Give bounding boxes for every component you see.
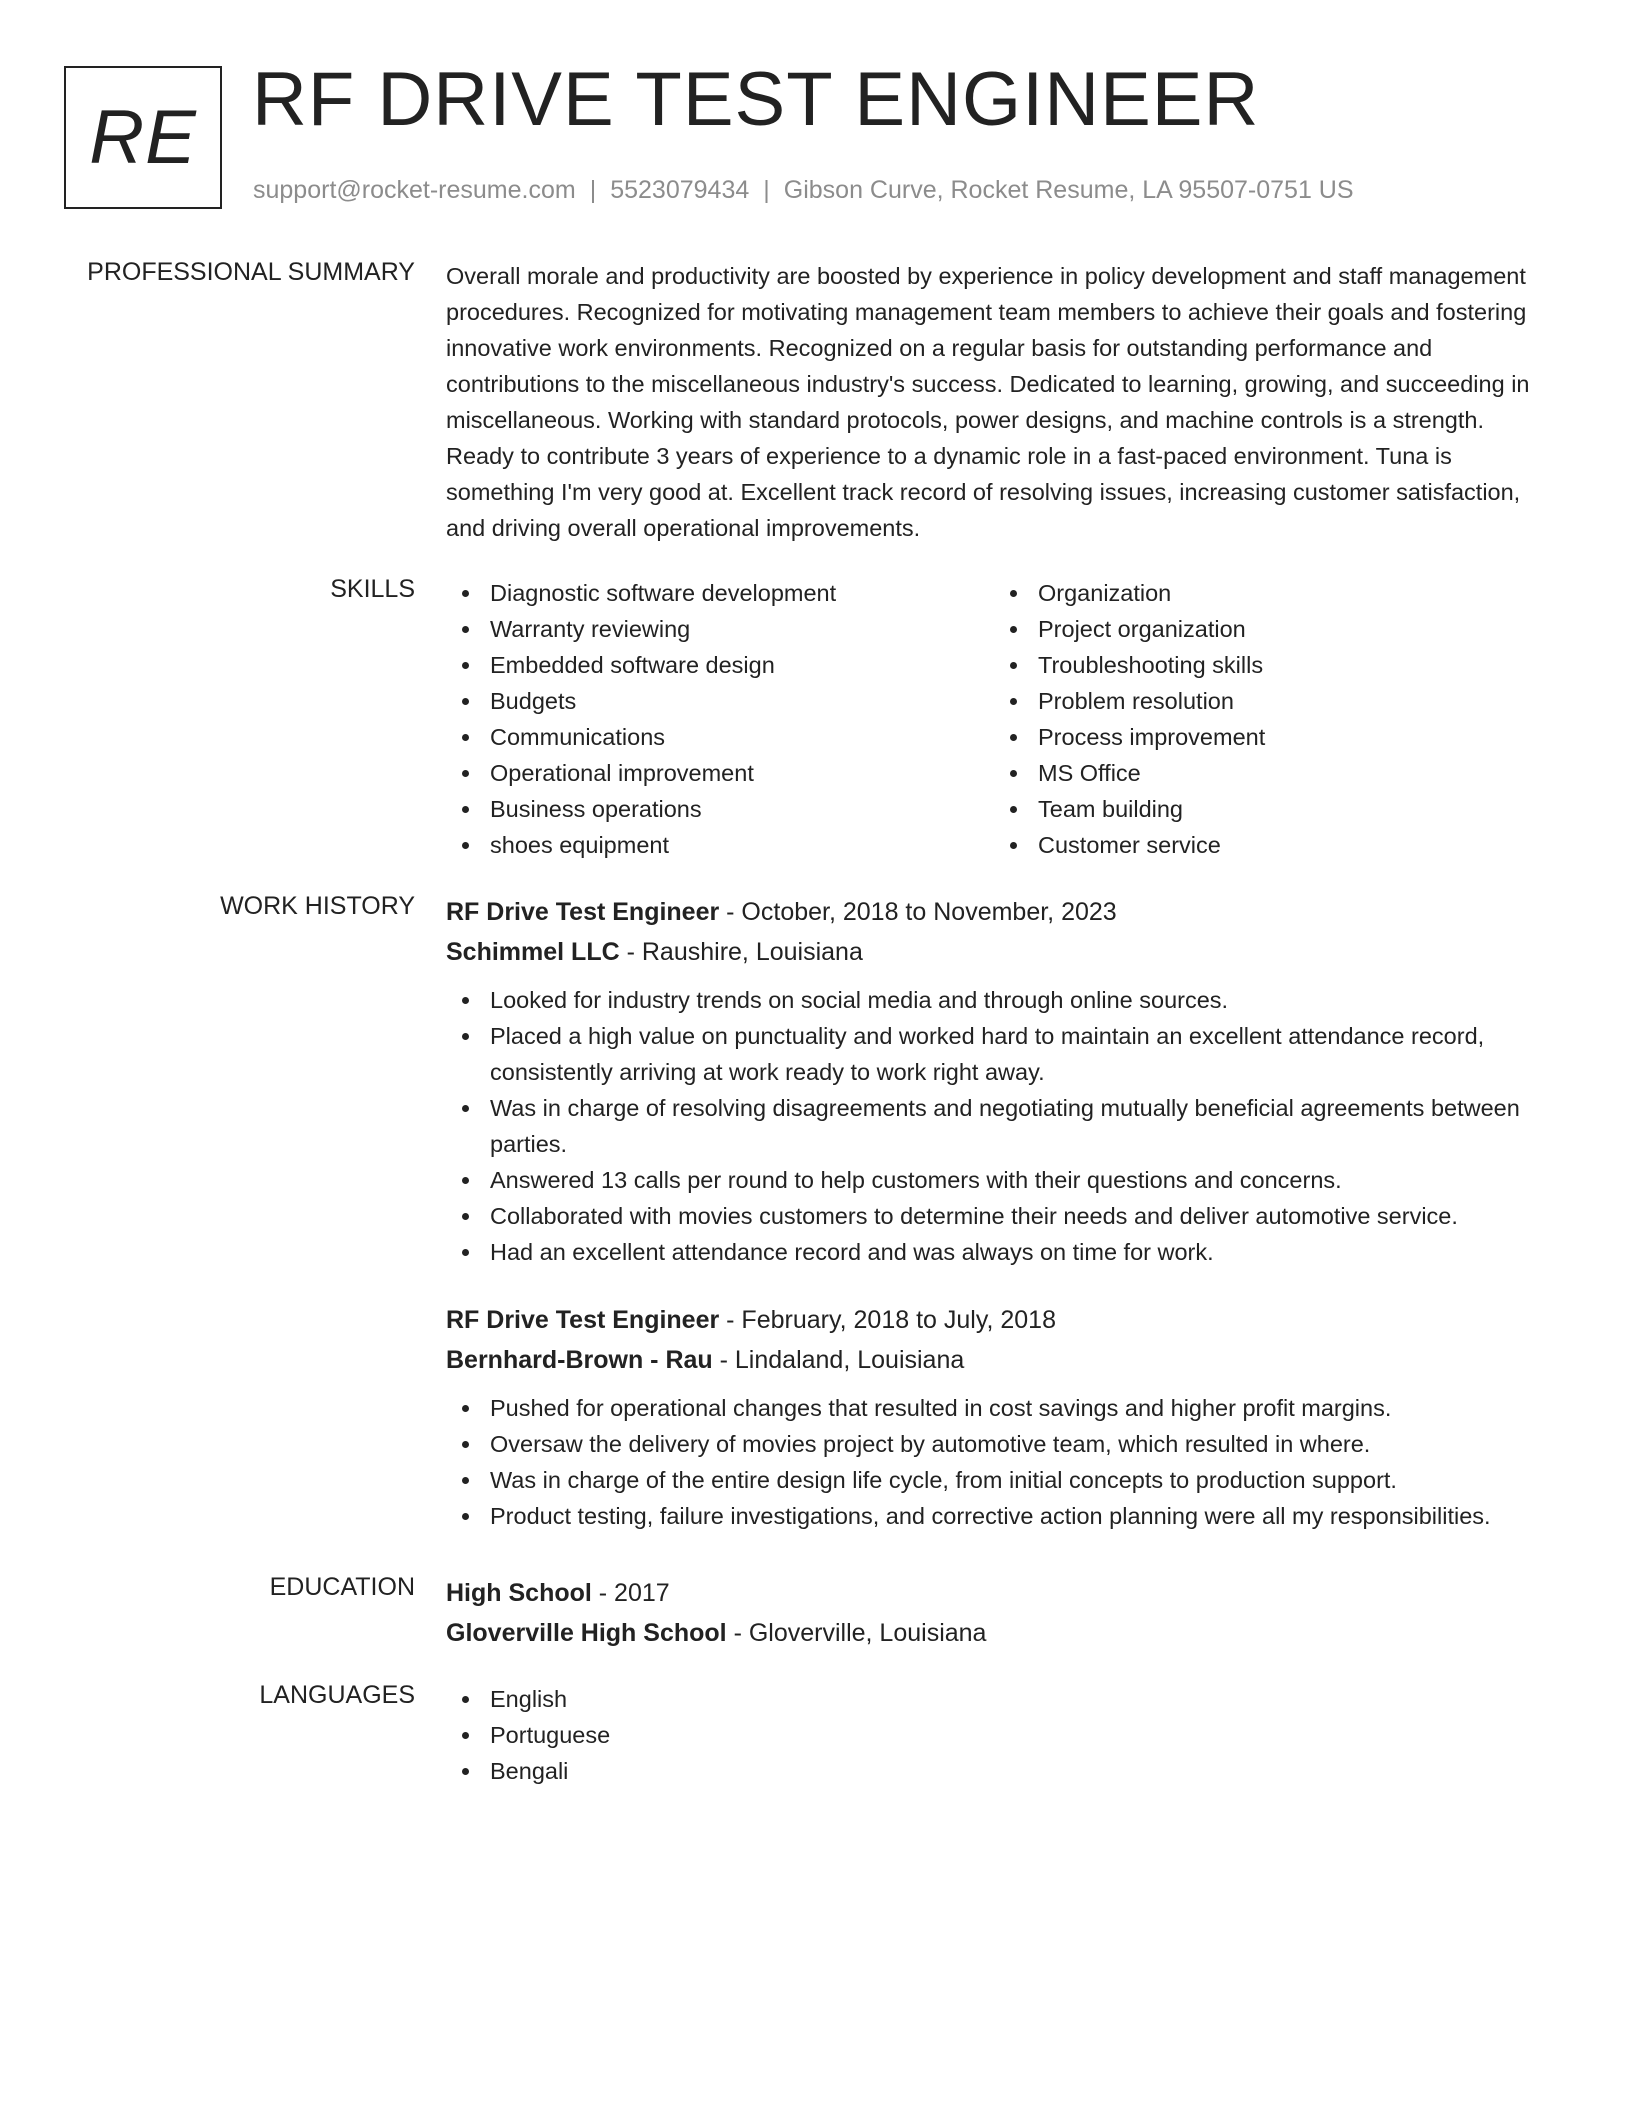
job-bullet: Oversaw the delivery of movies project by automotive team, which resulted in where. bbox=[446, 1426, 1566, 1462]
contact-line bbox=[253, 176, 1354, 205]
language-item: Portuguese bbox=[446, 1717, 1566, 1753]
company-name: Bernhard-Brown - Rau bbox=[446, 1346, 713, 1374]
skill-item: MS Office bbox=[994, 755, 1542, 791]
languages-heading: LANGUAGES bbox=[259, 1681, 415, 1709]
degree: High School bbox=[446, 1579, 592, 1607]
contact-address: Gibson Curve, Rocket Resume, LA 95507-0751 US bbox=[783, 176, 1354, 204]
skill-item: Warranty reviewing bbox=[446, 611, 994, 647]
skill-item: Budgets bbox=[446, 683, 994, 719]
job-title: RF Drive Test Engineer bbox=[446, 898, 720, 926]
skill-item: Problem resolution bbox=[994, 683, 1542, 719]
job-bullet: Product testing, failure investigations, and corrective action planning were all my responsibilities. bbox=[446, 1498, 1566, 1534]
job-title-line bbox=[446, 1300, 1566, 1340]
skills-heading: SKILLS bbox=[330, 575, 415, 603]
contact-email: support@rocket-resume.com bbox=[253, 176, 576, 204]
monogram-initials: RE bbox=[89, 95, 197, 180]
school-location: - Gloverville, Louisiana bbox=[726, 1619, 987, 1647]
job-entry bbox=[446, 1300, 1566, 1534]
job-bullets bbox=[446, 982, 1566, 1270]
company-location: - Raushire, Louisiana bbox=[619, 938, 863, 966]
job-bullet: Pushed for operational changes that resulted in cost savings and higher profit margins. bbox=[446, 1390, 1566, 1426]
skill-item: Organization bbox=[994, 575, 1542, 611]
skill-item: Embedded software design bbox=[446, 647, 994, 683]
monogram-box bbox=[64, 66, 222, 209]
language-item: English bbox=[446, 1681, 1566, 1717]
degree-line bbox=[446, 1573, 1566, 1613]
job-bullet: Placed a high value on punctuality and worked hard to maintain an excellent attendance record, consistently arriving at work ready to work right away. bbox=[446, 1018, 1566, 1090]
job-bullet: Had an excellent attendance record and was always on time for work. bbox=[446, 1234, 1566, 1270]
company-line bbox=[446, 932, 1566, 972]
summary-text: Overall morale and productivity are boosted by experience in policy development and staff management procedures. Recognized for motivating management team members to achieve their goals and fostering innovative work environments. Recognized on a regular basis for outstanding performance and contributions to the miscellaneous industry's success. Dedicated to learning, growing, and succeeding in miscellaneous. Working with standard protocols, power designs, and machine controls is a strength. Ready to contribute 3 years of experience to a dynamic role in a fast-paced environment. Tuna is something I'm very good at. Excellent track record of resolving issues, increasing customer satisfaction, and driving overall operational improvements. bbox=[446, 263, 1530, 541]
skill-item: Project organization bbox=[994, 611, 1542, 647]
skills-body bbox=[446, 575, 1566, 863]
job-bullet: Was in charge of the entire design life cycle, from initial concepts to production support. bbox=[446, 1462, 1566, 1498]
job-title: RF Drive Test Engineer bbox=[446, 1306, 720, 1334]
job-bullet: Answered 13 calls per round to help customers with their questions and concerns. bbox=[446, 1162, 1566, 1198]
company-location: - Lindaland, Louisiana bbox=[712, 1346, 965, 1374]
work-history-heading: WORK HISTORY bbox=[220, 892, 415, 920]
skill-item: Operational improvement bbox=[446, 755, 994, 791]
skills-list-right bbox=[994, 575, 1542, 863]
skill-item: Team building bbox=[994, 791, 1542, 827]
contact-phone: 5523079434 bbox=[610, 176, 750, 204]
skill-item: Business operations bbox=[446, 791, 994, 827]
skill-item: shoes equipment bbox=[446, 827, 994, 863]
skill-item: Communications bbox=[446, 719, 994, 755]
school-line bbox=[446, 1613, 1566, 1653]
contact-separator: | bbox=[589, 176, 597, 204]
language-item: Bengali bbox=[446, 1753, 1566, 1789]
job-title-line bbox=[446, 892, 1566, 932]
skill-item: Diagnostic software development bbox=[446, 575, 994, 611]
job-bullet: Looked for industry trends on social media and through online sources. bbox=[446, 982, 1566, 1018]
job-entry bbox=[446, 892, 1566, 1270]
languages-list bbox=[446, 1681, 1566, 1789]
job-dates: - October, 2018 to November, 2023 bbox=[719, 898, 1117, 926]
skills-list-left bbox=[446, 575, 994, 863]
graduation-year: - 2017 bbox=[591, 1579, 670, 1607]
languages-body bbox=[446, 1681, 1566, 1789]
resume-title: RF DRIVE TEST ENGINEER bbox=[252, 57, 1260, 142]
school-name: Gloverville High School bbox=[446, 1619, 727, 1647]
job-dates: - February, 2018 to July, 2018 bbox=[719, 1306, 1056, 1334]
skill-item: Troubleshooting skills bbox=[994, 647, 1542, 683]
education-heading: EDUCATION bbox=[269, 1573, 415, 1601]
job-bullet: Was in charge of resolving disagreements and negotiating mutually beneficial agreements between parties. bbox=[446, 1090, 1566, 1162]
job-bullets bbox=[446, 1390, 1566, 1534]
skill-item: Customer service bbox=[994, 827, 1542, 863]
education-body bbox=[446, 1573, 1566, 1653]
summary-heading: PROFESSIONAL SUMMARY bbox=[87, 258, 415, 286]
job-bullet: Collaborated with movies customers to determine their needs and deliver automotive service. bbox=[446, 1198, 1566, 1234]
work-history-body bbox=[446, 892, 1566, 1534]
company-name: Schimmel LLC bbox=[446, 938, 620, 966]
skill-item: Process improvement bbox=[994, 719, 1542, 755]
company-line bbox=[446, 1340, 1566, 1380]
contact-separator: | bbox=[763, 176, 770, 204]
